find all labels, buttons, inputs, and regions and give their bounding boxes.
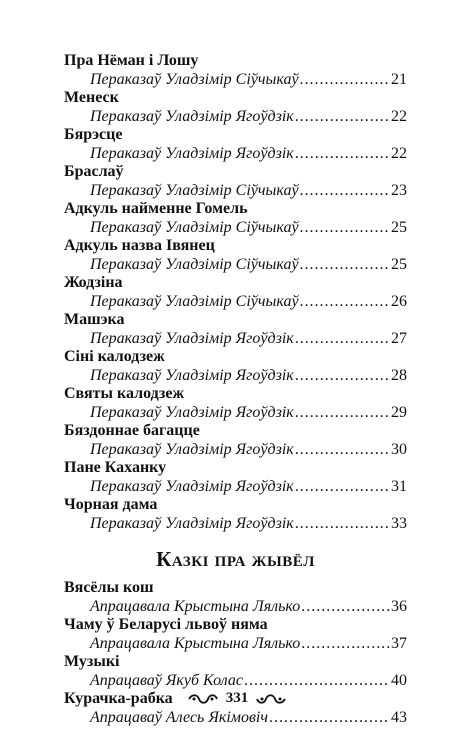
entry-title: Чорная дама — [64, 496, 158, 513]
entry-page: 27 — [391, 329, 407, 347]
dot-leader — [300, 256, 390, 275]
list-item — [64, 274, 407, 311]
list-item — [64, 200, 407, 237]
dot-leader — [244, 672, 390, 691]
dot-leader — [301, 598, 390, 617]
entry-author-line — [64, 145, 407, 164]
entry-author: Пераказаў Уладзімір Ягоўдзік — [90, 514, 294, 532]
entry-title: Чаму ў Беларусі львоў няма — [64, 616, 268, 633]
entry-author: Апрацавала Крыстына Лялько — [90, 597, 301, 615]
entry-author-line — [64, 515, 407, 534]
list-item — [64, 496, 407, 533]
entry-author-line — [64, 404, 407, 423]
entry-author-line — [64, 367, 407, 386]
list-item — [64, 89, 407, 126]
list-item — [64, 616, 407, 653]
list-item — [64, 52, 407, 89]
entry-author: Пераказаў Уладзімір Сіўчыкаў — [90, 181, 299, 199]
entry-page: 22 — [391, 107, 407, 125]
dot-leader — [301, 635, 390, 654]
entry-page: 37 — [391, 634, 407, 652]
entry-title: Сіні калодзеж — [64, 348, 165, 365]
entry-author: Пераказаў Уладзімір Сіўчыкаў — [90, 218, 299, 236]
entry-title: Жодзіна — [64, 274, 123, 291]
entry-title: Бярэсце — [64, 126, 123, 143]
entry-author: Пераказаў Уладзімір Сіўчыкаў — [90, 292, 299, 310]
dot-leader — [295, 404, 390, 423]
entry-title: Адкуль найменне Гомель — [64, 200, 248, 217]
entry-page: 26 — [391, 292, 407, 310]
entry-author: Пераказаў Уладзімір Сіўчыкаў — [90, 255, 299, 273]
entry-page: 30 — [391, 440, 407, 458]
entry-author: Апрацаваў Якуб Колас — [90, 671, 243, 689]
entry-title: Машэка — [64, 311, 125, 328]
entry-author: Пераказаў Уладзімір Сіўчыкаў — [90, 70, 299, 88]
entry-author-line — [64, 330, 407, 349]
entry-title: Бяздоннае багацце — [64, 422, 200, 439]
dot-leader — [300, 293, 390, 312]
entry-author: Пераказаў Уладзімір Ягоўдзік — [90, 440, 294, 458]
entry-author: Пераказаў Уладзімір Ягоўдзік — [90, 329, 294, 347]
entry-author: Пераказаў Уладзімір Ягоўдзік — [90, 107, 294, 125]
entry-page: 23 — [391, 181, 407, 199]
entry-author-line — [64, 219, 407, 238]
list-item — [64, 311, 407, 348]
entry-page: 22 — [391, 144, 407, 162]
entry-author-line — [64, 182, 407, 201]
entry-title: Браслаў — [64, 163, 124, 180]
entry-page: 43 — [391, 708, 407, 726]
list-item — [64, 422, 407, 459]
entry-author-line — [64, 293, 407, 312]
table-of-contents — [64, 52, 407, 727]
section-heading: Казкі пра жывёл — [156, 547, 315, 571]
entry-title: Менеск — [64, 89, 119, 106]
list-item — [64, 579, 407, 616]
dot-leader — [295, 515, 390, 534]
entry-page: 29 — [391, 403, 407, 421]
entry-author: Апрацаваў Алесь Якімовіч — [90, 708, 269, 726]
entry-author-line — [64, 71, 407, 90]
entry-author-line — [64, 709, 407, 728]
ornament-left-icon — [188, 693, 218, 705]
entry-title: Святы калодзеж — [64, 385, 185, 402]
page-number: 331 — [225, 690, 249, 706]
entry-title: Адкуль назва Івянец — [64, 237, 215, 254]
entry-author: Пераказаў Уладзімір Ягоўдзік — [90, 144, 294, 162]
entry-page: 25 — [391, 255, 407, 273]
entry-author-line — [64, 598, 407, 617]
dot-leader — [295, 145, 390, 164]
entry-author: Пераказаў Уладзімір Ягоўдзік — [90, 366, 294, 384]
entry-title: Музыкі — [64, 653, 120, 670]
dot-leader — [295, 330, 390, 349]
entry-author-line — [64, 478, 407, 497]
entry-author-line — [64, 441, 407, 460]
list-item — [64, 459, 407, 496]
entry-title: Вясёлы кош — [64, 579, 154, 596]
list-item — [64, 237, 407, 274]
page-footer — [0, 690, 474, 707]
dot-leader — [295, 478, 390, 497]
entry-page: 31 — [391, 477, 407, 495]
entry-title: Пра Нёман і Лошу — [64, 52, 199, 69]
dot-leader — [295, 367, 390, 386]
dot-leader — [300, 219, 390, 238]
dot-leader — [300, 71, 390, 90]
entry-page: 40 — [391, 671, 407, 689]
dot-leader — [295, 441, 390, 460]
ornament-right-icon — [256, 693, 286, 705]
dot-leader — [300, 182, 390, 201]
entry-author-line — [64, 108, 407, 127]
entry-author: Пераказаў Уладзімір Ягоўдзік — [90, 477, 294, 495]
entry-page: 25 — [391, 218, 407, 236]
entry-author-line — [64, 256, 407, 275]
entry-page: 33 — [391, 514, 407, 532]
list-item — [64, 163, 407, 200]
entry-page: 21 — [391, 70, 407, 88]
entry-author-line — [64, 672, 407, 691]
entry-title: Пане Каханку — [64, 459, 167, 476]
list-item — [64, 126, 407, 163]
section-legends — [64, 52, 407, 533]
entry-author: Апрацавала Крыстына Лялько — [90, 634, 301, 652]
dot-leader — [269, 709, 390, 728]
list-item — [64, 348, 407, 385]
entry-page: 36 — [391, 597, 407, 615]
list-item — [64, 385, 407, 422]
dot-leader — [295, 108, 390, 127]
entry-title: Курачка-рабка — [64, 690, 173, 707]
entry-author-line — [64, 635, 407, 654]
entry-author: Пераказаў Уладзімір Ягоўдзік — [90, 403, 294, 421]
entry-page: 28 — [391, 366, 407, 384]
list-item — [64, 653, 407, 690]
